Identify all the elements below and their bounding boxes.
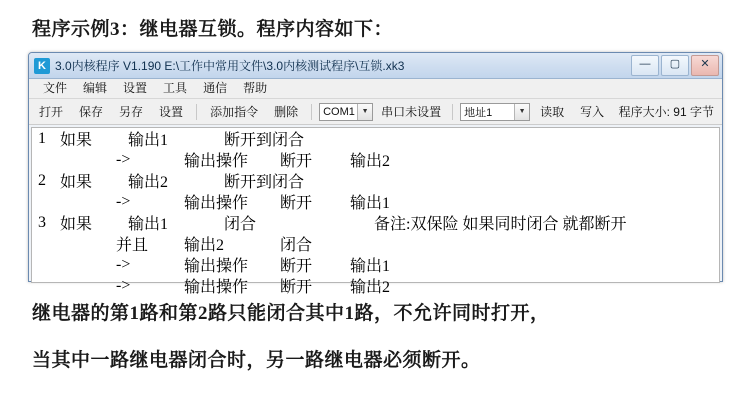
document-caption-line-2: 当其中一路继电器闭合时，另一路继电器必须断开。 [32, 350, 481, 371]
app-logo-icon: K [34, 58, 50, 74]
chevron-down-icon[interactable]: ▼ [357, 104, 372, 120]
menu-bar [29, 79, 722, 99]
title-bar[interactable] [29, 53, 722, 79]
menu-item-communication[interactable]: 通信 [203, 81, 228, 95]
address-select[interactable] [460, 103, 530, 121]
row-condition: -> [116, 255, 131, 273]
row-condition: -> [116, 150, 131, 168]
menu-item-tools[interactable]: 工具 [163, 81, 188, 95]
row-index: 1 [38, 129, 46, 147]
write-button[interactable]: 写入 [580, 104, 605, 119]
row-condition: -> [116, 276, 131, 294]
row-condition: -> [116, 192, 131, 210]
menu-item-edit[interactable]: 编辑 [83, 81, 108, 95]
row-action: 断开到闭合 [224, 174, 305, 191]
row-action: 闭合 [224, 216, 257, 233]
program-row[interactable] [32, 149, 719, 170]
document-intro-text: 程序示例3：继电器互锁。程序内容如下： [32, 19, 394, 40]
row-index: 3 [38, 213, 46, 231]
row-action: 断开到闭合 [224, 132, 305, 149]
row-action: 断开 [280, 195, 313, 212]
close-icon[interactable]: ✕ [691, 55, 719, 76]
row-action: 断开 [280, 279, 313, 296]
port-select[interactable] [319, 103, 373, 121]
row-target: 输出1 [128, 132, 169, 149]
row-condition: 并且 [116, 237, 149, 254]
row-condition: 如果 [60, 216, 93, 233]
minimize-icon[interactable]: — [631, 55, 659, 76]
toolbar-separator [311, 104, 312, 120]
row-condition: 如果 [60, 132, 93, 149]
program-row[interactable] [32, 275, 719, 296]
row-target: 输出1 [128, 216, 169, 233]
row-target: 输出2 [184, 237, 225, 254]
row-action: 断开 [280, 258, 313, 275]
maximize-icon[interactable]: ▢ [661, 55, 689, 76]
row-action: 断开 [280, 153, 313, 170]
row-operand: 输出1 [350, 258, 391, 275]
port-select-value: COM1 [323, 105, 355, 118]
menu-item-help[interactable]: 帮助 [243, 81, 268, 95]
add-command-button[interactable]: 添加指令 [210, 104, 259, 119]
window-title: 3.0内核程序 V1.190 E:\工作中常用文件\3.0内核测试程序\互锁.xk3 [55, 59, 405, 73]
row-condition: 如果 [60, 174, 93, 191]
program-size-label: 程序大小: 91 字节 [618, 105, 714, 119]
document-caption-line-1: 继电器的第1路和第2路只能闭合其中1路，不允许同时打开， [32, 303, 550, 324]
row-operand: 输出1 [350, 195, 391, 212]
address-select-value: 地址1 [464, 106, 493, 119]
row-target: 输出操作 [184, 279, 249, 296]
settings-button[interactable]: 设置 [159, 104, 184, 119]
open-button[interactable]: 打开 [39, 104, 64, 119]
window-controls [631, 55, 719, 76]
program-row[interactable] [32, 212, 719, 233]
row-operand: 输出2 [350, 153, 391, 170]
menu-item-settings[interactable]: 设置 [123, 81, 148, 95]
delete-button[interactable]: 删除 [274, 104, 299, 119]
row-operand: 输出2 [350, 279, 391, 296]
menu-item-file[interactable]: 文件 [43, 81, 68, 95]
row-target: 输出操作 [184, 153, 249, 170]
row-action: 闭合 [280, 237, 313, 254]
row-target: 输出操作 [184, 258, 249, 275]
row-note: 备注:双保险 如果同时闭合 就都断开 [374, 216, 627, 233]
row-target: 输出2 [128, 174, 169, 191]
toolbar-separator [196, 104, 197, 120]
program-row[interactable] [32, 170, 719, 191]
port-status-label: 串口未设置 [381, 105, 442, 119]
save-button[interactable]: 保存 [79, 104, 104, 119]
toolbar-separator [452, 104, 453, 120]
save-as-button[interactable]: 另存 [119, 104, 144, 119]
application-window [28, 52, 723, 296]
row-target: 输出操作 [184, 195, 249, 212]
program-row[interactable] [32, 191, 719, 212]
chevron-down-icon[interactable]: ▼ [514, 104, 529, 120]
program-row[interactable] [32, 233, 719, 254]
read-button[interactable]: 读取 [540, 104, 565, 119]
program-list[interactable] [31, 127, 720, 296]
row-index: 2 [38, 171, 46, 189]
program-row[interactable] [32, 254, 719, 275]
program-row[interactable] [32, 128, 719, 149]
toolbar [29, 99, 722, 125]
